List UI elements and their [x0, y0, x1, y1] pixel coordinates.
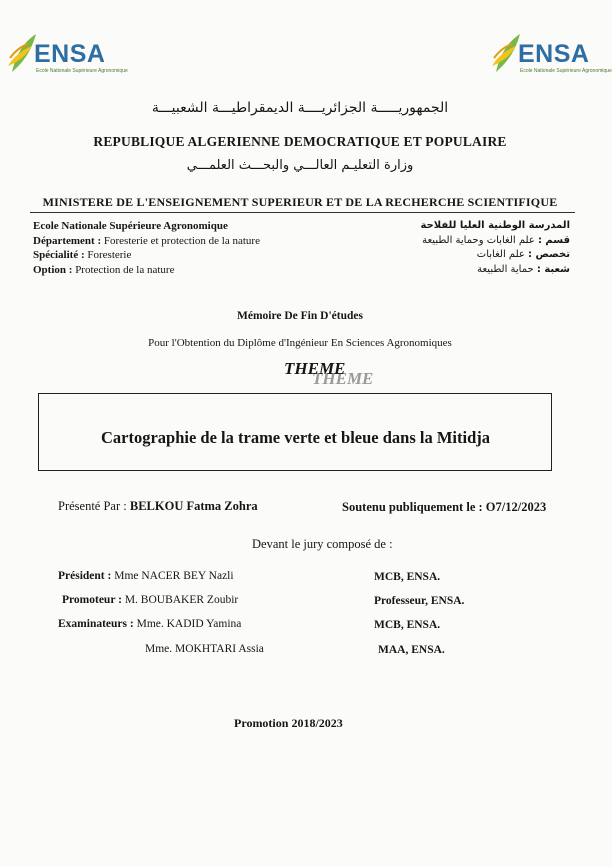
ensa-logo-right [490, 30, 612, 82]
presented-by [58, 499, 258, 514]
presenter-name: BELKOU Fatma Zohra [129, 499, 258, 513]
jury-role: Président : [58, 570, 112, 582]
option-value-ar: حماية الطبيعة [477, 263, 534, 275]
jury-member [58, 618, 241, 630]
jury-member [62, 594, 238, 606]
defended-label: Soutenu publiquement le : [342, 500, 483, 514]
jury-title: MCB, ENSA. [374, 571, 441, 583]
memoire-title: Mémoire De Fin D'études [237, 310, 363, 322]
jury-role: Promoteur : [62, 594, 122, 606]
presented-by-label: Présenté Par : [58, 499, 127, 513]
ministry-title: MINISTERE DE L'ENSEIGNEMENT SUPERIEUR ET DE LA RECHERCHE SCIENTIFIQUE [42, 195, 558, 209]
department-label-ar: قسم : [537, 234, 570, 246]
jury-member [58, 570, 234, 582]
department-label: Département : [33, 234, 102, 247]
specialty-value: Foresterie [87, 249, 132, 261]
theme-label-shadow: THEME [312, 369, 374, 388]
school-name-ar: المدرسة الوطنية العليا للفلاحة [420, 220, 570, 231]
jury-name: Mme NACER BEY Nazli [114, 570, 234, 582]
department-value-ar: علم الغابات وحماية الطبيعة [422, 234, 535, 246]
specialty-label-ar: تخصص : [528, 249, 570, 260]
department-value: Foresterie et protection de la nature [103, 234, 260, 247]
logo-text: ENSA [518, 40, 590, 68]
logo-text: ENSA [34, 40, 106, 68]
theme-title: Cartographie de la trame verte et bleue dans la Mitidja [100, 428, 491, 447]
specialty-label: Spécialité : [33, 249, 85, 261]
header-divider [30, 212, 575, 213]
jury-title: MAA, ENSA. [378, 644, 445, 656]
option-label-ar: شعبة : [536, 263, 570, 275]
institution-fr [33, 219, 323, 277]
school-name-fr: Ecole Nationale Supérieure Agronomique [33, 220, 228, 232]
jury-name: M. BOUBAKER Zoubir [124, 594, 239, 606]
theme-label: THEME [284, 359, 346, 378]
republic-title: REPUBLIQUE ALGERIENNE DEMOCRATIQUE ET POPULAIRE [93, 134, 507, 149]
jury-heading: Devant le jury composé de : [252, 537, 393, 551]
jury-role: Examinateurs : [58, 618, 134, 630]
arabic-ministry-title: وزارة التعليـم العالـــي والبحـــث العلمـــي [186, 158, 414, 173]
jury-member [145, 643, 264, 655]
memoire-subtitle: Pour l'Obtention du Diplôme d'Ingénieur En Sciences Agronomiques [148, 337, 452, 349]
ensa-logo-left [6, 30, 128, 82]
logo-subtitle: Ecole Nationale Supérieure Agronomique [36, 68, 128, 74]
logo-subtitle: Ecole Nationale Supérieure Agronomique [520, 68, 612, 74]
jury-name: Mme. MOKHTARI Assia [145, 643, 264, 655]
defense-date: O7/12/2023 [485, 500, 547, 514]
jury-name: Mme. KADID Yamina [136, 618, 242, 630]
institution-ar [380, 219, 570, 277]
jury-title: Professeur, ENSA. [374, 595, 465, 607]
specialty-value-ar: علم الغابات [476, 249, 525, 260]
option-label: Option : [33, 263, 73, 276]
jury-title: MCB, ENSA. [374, 619, 441, 631]
option-value: Protection de la nature [75, 263, 175, 276]
defense-info [342, 500, 546, 515]
arabic-republic-title: الجمهوريـــــة الجزائريــــة الديمقراطيـــة الشعبيـــة [151, 100, 449, 116]
promotion: Promotion 2018/2023 [234, 716, 343, 730]
